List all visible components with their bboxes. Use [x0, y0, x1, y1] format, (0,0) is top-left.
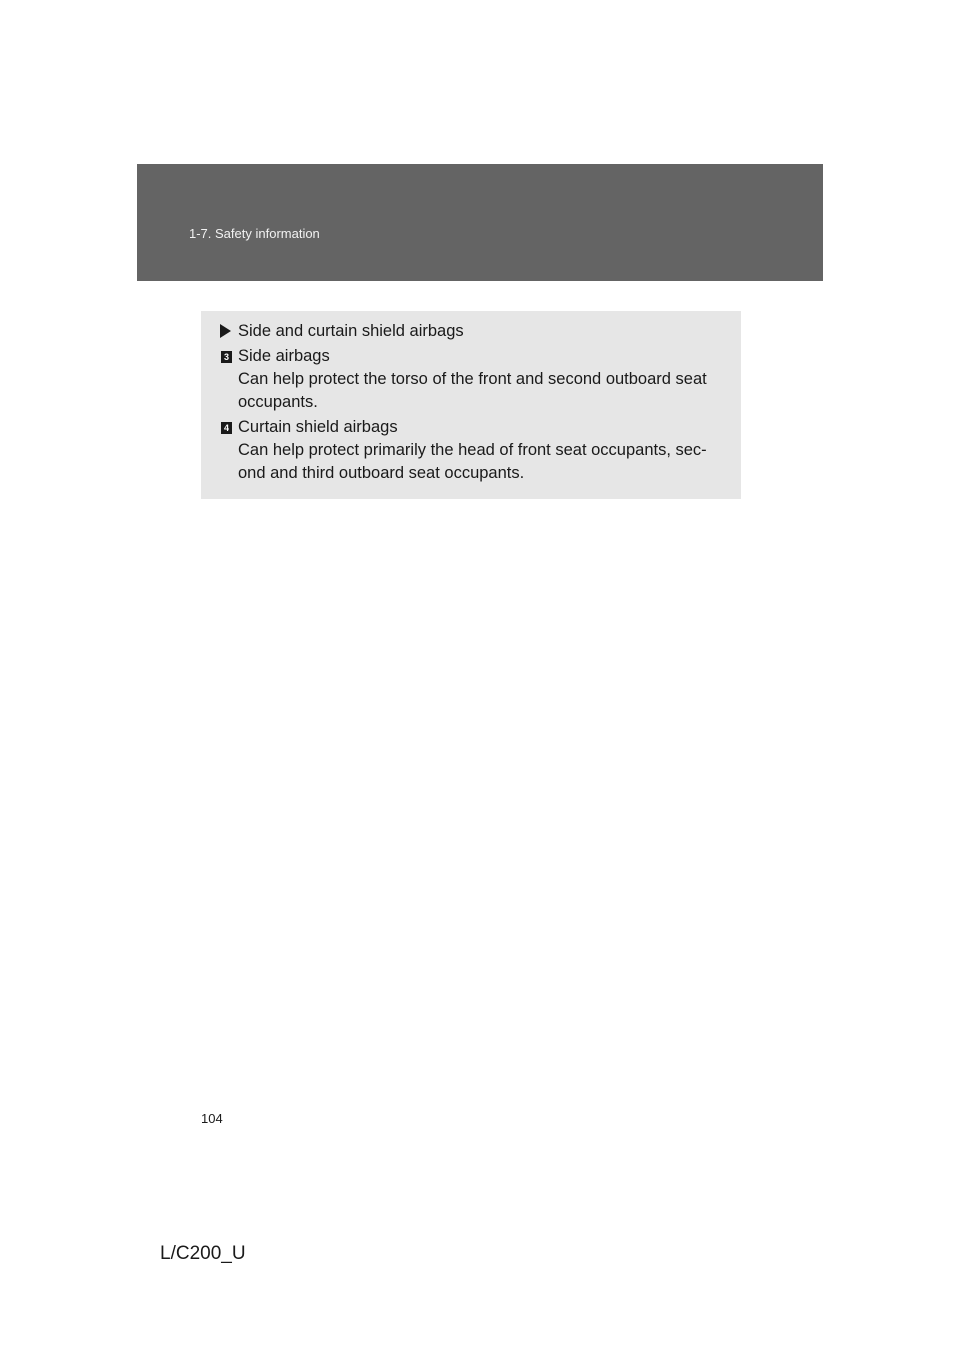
- item-description-line: ond and third outboard seat occupants.: [238, 464, 525, 482]
- section-title: 1-7. Safety information: [189, 226, 320, 241]
- header-band: [137, 164, 823, 281]
- model-code: L/C200_U: [160, 1243, 246, 1264]
- item-description-line: Can help protect the torso of the front and second outboard seat: [238, 370, 707, 388]
- number-3-icon: 3: [221, 351, 232, 363]
- item-title: Curtain shield airbags: [238, 418, 398, 436]
- triangle-bullet-icon: [220, 324, 231, 338]
- page-number: 104: [201, 1111, 223, 1126]
- box-heading: Side and curtain shield airbags: [238, 322, 464, 340]
- item-description-line: Can help protect primarily the head of front seat occupants, sec-: [238, 441, 707, 459]
- number-4-icon: 4: [221, 422, 232, 434]
- info-box: [201, 311, 741, 499]
- item-title: Side airbags: [238, 347, 330, 365]
- item-description-line: occupants.: [238, 393, 318, 411]
